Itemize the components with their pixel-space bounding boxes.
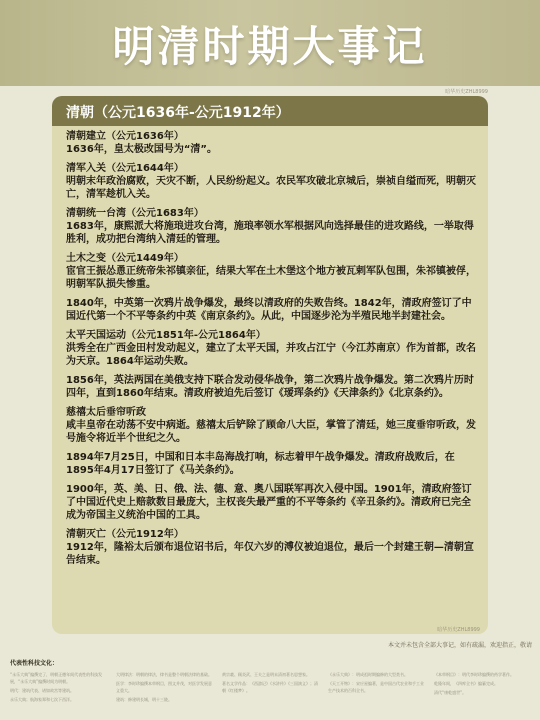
event-desc: 1856年，英法两国在美俄支持下联合发动侵华战争，第二次鸦片战争爆发。第二次鸦片历时四年，直到1860年结束。清政府被迫先后签订《瑷珲条约》《天津条约》《北京条约》。 [66, 375, 474, 399]
event-desc: 1840年，中英第一次鸦片战争爆发，最终以清政府的失败告终。1842年，清政府签订了中国近代第一个不平等条约中英《南京条约》。从此，中国逐步沦为半殖民地半封建社会。 [66, 298, 472, 322]
event-desc: 宦官王振怂恿正统帝朱祁镇亲征，结果大军在土木堡这个地方被瓦剌军队包围，朱祁镇被俘，明朝军队损失惨重。 [66, 266, 476, 290]
footer-line: 乾隆年间，《四库全书》编纂完成。 [434, 681, 498, 686]
footer-column [116, 671, 212, 705]
watermark-top: 暗华历史ZHL8999 [445, 89, 488, 95]
event-item [66, 528, 478, 567]
event-item [66, 329, 478, 368]
footer-line: 清代“康乾盛世”。 [434, 690, 467, 695]
footer-columns [10, 671, 530, 705]
event-item [66, 207, 478, 246]
event-item [66, 297, 478, 323]
event-item [66, 406, 478, 445]
event-desc: 1683年，康熙派大将施琅进攻台湾，施琅率领水军根据风向选择最佳的进攻路线，一举取得胜利，成功把台湾纳入清廷的管理。 [66, 221, 474, 245]
card-header: 清朝（公元1636年-公元1912年） [52, 96, 488, 126]
footer-line: 明代：建筑代表、诸如故宫等建筑。 [10, 688, 74, 693]
footer-line: 黄宗羲、顾炎武、王夫之是明末清初著名思想家。 [222, 672, 310, 677]
footer-line: 《永乐大典》：明成祖时期编修的大型类书。 [328, 672, 408, 677]
footer-line: 《天工开物》：宋应星编著，是中国古代农业和手工业生产技术的百科全书。 [328, 681, 424, 693]
event-desc: 洪秀全在广西金田村发动起义，建立了太平天国，并攻占江宁（今江苏南京）作为首都，改名为天京。1864年运动失败。 [66, 343, 476, 367]
event-title: 土木之变（公元1449年） [66, 253, 184, 264]
footer-column [434, 671, 530, 705]
event-item [66, 162, 478, 201]
event-title: 清朝灭亡（公元1912年） [66, 529, 184, 540]
footer-column [10, 671, 106, 705]
event-desc: 咸丰皇帝在动荡不安中病逝。慈禧太后铲除了顾命八大臣，掌管了清廷，她三度垂帘听政，发号施令将近半个世纪之久。 [66, 420, 476, 444]
footer-line: 大明律法：明朝的律法，律书是整个明朝法律的基础。 [116, 672, 212, 677]
watermark-bottom: 暗华历史ZHL8999 [437, 627, 480, 633]
event-list [52, 126, 488, 567]
footer-line: 医学：李时珍编撰本草纲目，图文并茂，对医学发展意义重大。 [116, 681, 212, 693]
footer-line: “永乐大典”编撰完了，明朝正德年间代表性的科技发展，“永乐大典”编撰时间为明朝。 [10, 672, 103, 684]
event-title: 慈禧太后垂帘听政 [66, 407, 146, 418]
event-item [66, 252, 478, 291]
event-title: 清朝建立（公元1636年） [66, 131, 184, 142]
event-item [66, 483, 478, 522]
page-title: 明清时期大事记 [112, 22, 428, 71]
event-item [66, 374, 478, 400]
event-item [66, 130, 478, 156]
event-item [66, 451, 478, 477]
footer [0, 652, 540, 720]
event-desc: 1912年，隆裕太后颁布退位诏书后，年仅六岁的溥仪被迫退位，最后一个封建王朝—清朝宣告结束。 [66, 542, 474, 566]
footer-column [222, 671, 318, 705]
footer-line: 《本草纲目》：明代李时珍编撰的药学著作。 [434, 672, 514, 677]
event-title: 清朝统一台湾（公元1683年） [66, 208, 204, 219]
event-title: 清军入关（公元1644年） [66, 163, 184, 174]
footer-title: 代表性科技文化： [10, 660, 59, 667]
event-desc: 1636年，皇太极改国号为“清”。 [66, 144, 217, 155]
footer-line: 著名文学作品：《西游记》《水浒传》《三国演义》；清朝《红楼梦》。 [222, 681, 318, 693]
qing-dynasty-card [52, 96, 488, 634]
event-desc: 1894年7月25日，中国和日本丰岛海战打响，标志着甲午战争爆发。清政府战败后，在1895年4月17日签订了《马关条约》。 [66, 452, 455, 476]
footer-column [328, 671, 424, 705]
footer-line: 永乐大典；航海家郑和七次下西洋。 [10, 697, 74, 702]
event-title: 太平天国运动（公元1851年-公元1864年） [66, 330, 266, 341]
footer-line: 建筑：修建明长城，明十三陵。 [116, 697, 172, 702]
event-desc: 明朝末年政治腐败，天灾不断，人民纷纷起义。农民军攻破北京城后，崇祯自缢而死，明朝灭亡，清军趁机入关。 [66, 176, 476, 200]
event-desc: 1900年，英、美、日、俄、法、德、意、奥八国联军再次入侵中国。1901年，清政府签订了中国近代史上赔款数目最庞大，主权丧失最严重的不平等条约《辛丑条约》。清政府已完全成为帝国主义统治中国的工具。 [66, 484, 472, 521]
disclaimer-note: 本文并未包含全部大事记，如有疏漏，欢迎指正，敬请 [387, 642, 532, 649]
